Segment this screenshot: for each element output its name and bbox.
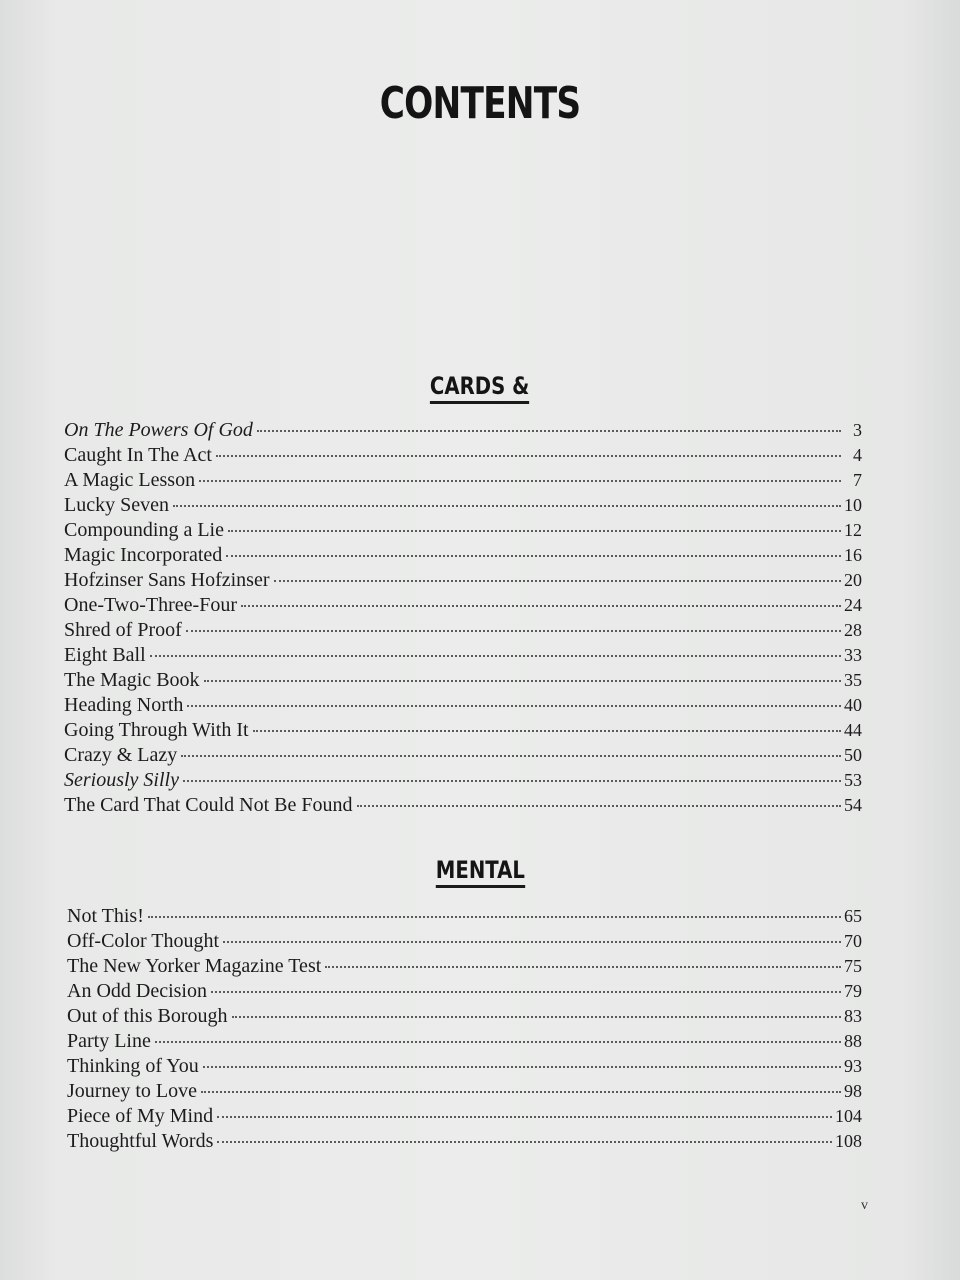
toc-entry-title: Lucky Seven — [64, 494, 169, 516]
dot-leader — [204, 680, 841, 682]
toc-entry — [64, 668, 862, 693]
dot-leader — [217, 1116, 832, 1118]
toc-entry-page: 4 — [853, 445, 862, 465]
toc-entry — [67, 954, 862, 979]
toc-entry-page: 88 — [844, 1031, 862, 1051]
dot-leader — [148, 916, 841, 918]
toc-entry — [67, 979, 862, 1004]
toc-entry — [64, 418, 862, 443]
toc-entry-page: 24 — [844, 595, 862, 615]
dot-leader — [257, 430, 841, 432]
dot-leader — [187, 705, 841, 707]
toc-entry — [64, 793, 862, 818]
toc-entry — [67, 1129, 862, 1154]
toc-entry-page: 35 — [844, 670, 862, 690]
dot-leader — [253, 730, 841, 732]
toc-entry-title: Hofzinser Sans Hofzinser — [64, 569, 270, 591]
toc-entry-page: 3 — [853, 420, 862, 440]
dot-leader — [216, 455, 841, 457]
toc-entry-page: 10 — [844, 495, 862, 515]
toc-entry-title: The Magic Book — [64, 669, 200, 691]
page-title: CONTENTS — [379, 78, 581, 129]
toc-entry — [64, 468, 862, 493]
toc-entry — [67, 1004, 862, 1029]
dot-leader — [211, 991, 841, 993]
toc-entry-page: 53 — [844, 770, 862, 790]
toc-entry-page: 16 — [844, 545, 862, 565]
toc-entry-title: Piece of My Mind — [67, 1105, 214, 1127]
toc-entry-page: 50 — [844, 745, 862, 765]
toc-entry-title: Compounding a Lie — [64, 519, 224, 541]
dot-leader — [173, 505, 841, 507]
toc-entry — [64, 643, 862, 668]
toc-entry-title: Shred of Proof — [64, 619, 182, 641]
toc-entry-page: 65 — [844, 906, 862, 926]
toc-entry-page: 108 — [835, 1131, 862, 1151]
toc-entry — [64, 568, 862, 593]
dot-leader — [181, 755, 841, 757]
dot-leader — [241, 605, 841, 607]
toc-entry-page: 104 — [835, 1106, 862, 1126]
toc-list-cards — [64, 418, 862, 818]
toc-entry-page: 40 — [844, 695, 862, 715]
toc-entry-page: 79 — [844, 981, 862, 1001]
toc-entry-page: 33 — [844, 645, 862, 665]
dot-leader — [223, 941, 841, 943]
toc-entry-page: 54 — [844, 795, 862, 815]
toc-entry — [64, 618, 862, 643]
toc-entry-title: Out of this Borough — [67, 1005, 228, 1027]
toc-entry-title: A Magic Lesson — [64, 469, 196, 491]
toc-entry-title: Thoughtful Words — [67, 1130, 214, 1152]
toc-entry — [64, 493, 862, 518]
toc-entry-title: Heading North — [64, 694, 184, 716]
toc-entry — [64, 593, 862, 618]
toc-entry-title: Journey to Love — [67, 1080, 197, 1102]
toc-entry — [67, 1079, 862, 1104]
toc-entry-title: An Odd Decision — [67, 980, 207, 1002]
dot-leader — [274, 580, 842, 582]
toc-entry-title: One-Two-Three-Four — [64, 594, 237, 616]
toc-entry-page: 12 — [844, 520, 862, 540]
toc-entry-page: 70 — [844, 931, 862, 951]
toc-list-mental — [67, 904, 862, 1154]
dot-leader — [203, 1066, 841, 1068]
toc-entry-page: 98 — [844, 1081, 862, 1101]
toc-entry — [64, 693, 862, 718]
toc-entry — [67, 929, 862, 954]
toc-entry-title: Crazy & Lazy — [64, 744, 178, 766]
toc-entry-title: Eight Ball — [64, 644, 146, 666]
dot-leader — [155, 1041, 841, 1043]
section-heading-mental: MENTAL — [0, 856, 960, 888]
toc-entry-title: Seriously Silly — [64, 769, 179, 791]
dot-leader — [186, 630, 841, 632]
toc-entry — [64, 443, 862, 468]
dot-leader — [201, 1091, 841, 1093]
toc-entry — [64, 768, 862, 793]
toc-entry-page: 83 — [844, 1006, 862, 1026]
dot-leader — [150, 655, 841, 657]
toc-entry-page: 20 — [844, 570, 862, 590]
dot-leader — [183, 780, 841, 782]
page-number: v — [861, 1198, 868, 1213]
toc-entry — [67, 1054, 862, 1079]
dot-leader — [217, 1141, 832, 1143]
toc-entry-title: Not This! — [67, 905, 144, 927]
toc-entry-title: Thinking of You — [67, 1055, 199, 1077]
toc-entry-page: 44 — [844, 720, 862, 740]
toc-entry — [67, 1029, 862, 1054]
toc-entry-page: 28 — [844, 620, 862, 640]
dot-leader — [228, 530, 841, 532]
toc-entry-title: The Card That Could Not Be Found — [64, 794, 353, 816]
dot-leader — [357, 805, 842, 807]
toc-entry-page: 75 — [844, 956, 862, 976]
toc-entry-title: Party Line — [67, 1030, 151, 1052]
dot-leader — [226, 555, 841, 557]
toc-entry — [64, 743, 862, 768]
toc-entry — [67, 904, 862, 929]
toc-entry-title: On The Powers Of God — [64, 419, 253, 441]
toc-entry — [64, 718, 862, 743]
dot-leader — [199, 480, 841, 482]
toc-entry — [64, 543, 862, 568]
toc-entry-title: Going Through With It — [64, 719, 249, 741]
dot-leader — [232, 1016, 841, 1018]
section-heading-cards: CARDS & — [0, 372, 960, 404]
dot-leader — [325, 966, 841, 968]
toc-entry-title: Magic Incorporated — [64, 544, 223, 566]
toc-entry-title: The New Yorker Magazine Test — [67, 955, 322, 977]
toc-entry-title: Caught In The Act — [64, 444, 212, 466]
toc-entry-page: 7 — [853, 470, 862, 490]
toc-entry-title: Off-Color Thought — [67, 930, 220, 952]
toc-entry — [67, 1104, 862, 1129]
toc-entry — [64, 518, 862, 543]
toc-entry-page: 93 — [844, 1056, 862, 1076]
